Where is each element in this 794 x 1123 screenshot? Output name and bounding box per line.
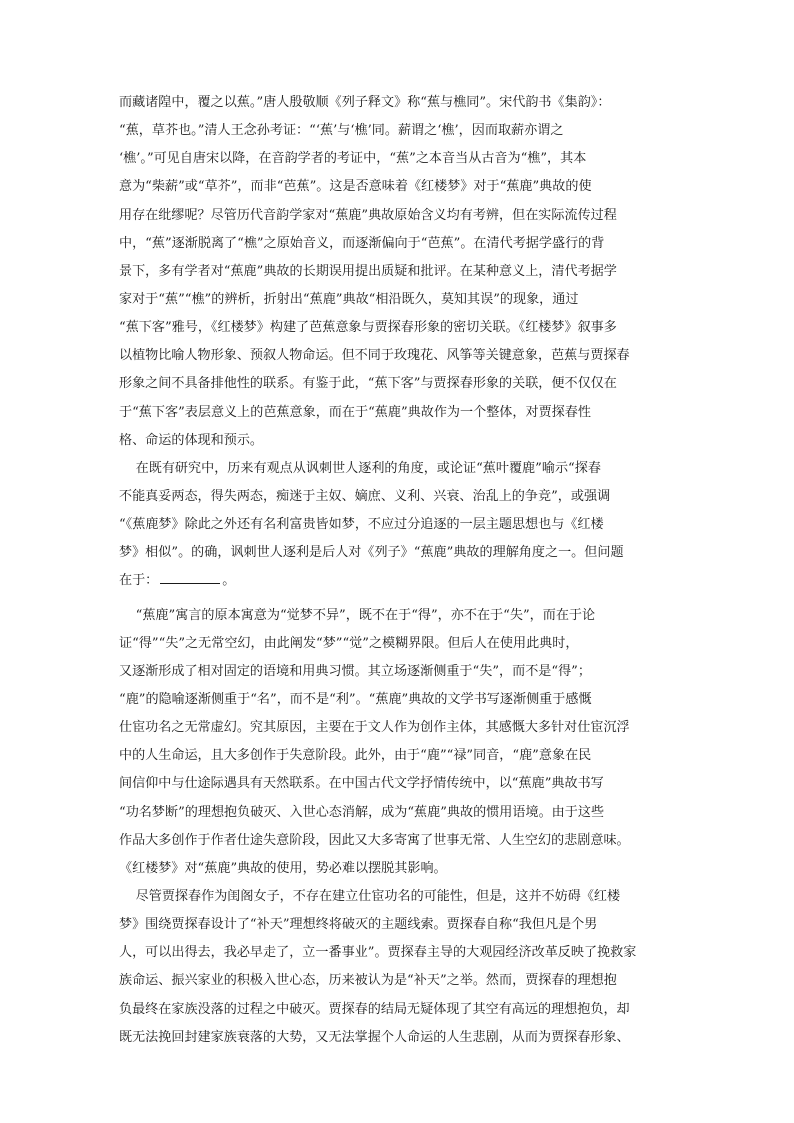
text-line: 中，“蕉”逐渐脱离了“樵”之原始音义，而逐渐偏向于“芭蕉”。在清代考据学盛行的背 [119, 235, 605, 251]
text-line: 仕宦功名之无常虚幻。究其原因，主要在于文人作为创作主体，其感慨大多针对仕宦沉浮 [119, 720, 630, 736]
text-line: 意为“柴薪”或“草芥”，而非“芭蕉”。这是否意味着《红楼梦》对于“蕉鹿”典故的使 [119, 179, 592, 195]
text-line: 证“得”“失”之无常空幻，由此阐发“梦”“觉”之模糊界限。但后人在使用此典时， [119, 635, 579, 651]
text-line: 而藏诸隍中，覆之以蕉。”唐人殷敬顺《列子释文》称“蕉与樵同”。宋代韵书《集韵》： [119, 95, 611, 110]
text-line: “蕉下客”雅号，《红楼梦》构建了芭蕉意象与贾探春形象的密切关联。《红楼梦》叙事多 [119, 320, 617, 336]
text-line: “功名梦断”的理想抱负破灭、入世心态消解，成为“蕉鹿”典故的惯用语境。由于这些 [119, 804, 605, 820]
paragraph-1 [119, 89, 679, 455]
text-line: “《蕉鹿梦》除此之外还有名利富贵皆如梦，不应过分追逐的一层主题思想也与《红楼 [119, 517, 604, 533]
text-line: ‘樵’。”可见自唐宋以降，在音韵学者的考证中，“蕉”之本音当从古音为“樵”，其本 [119, 151, 587, 167]
text-line: 负最终在家族没落的过程之中破灭。贾探春的结局无疑体现了其空有高远的理想抱负，却 [119, 1001, 630, 1017]
text-line: 间信仰中与仕途际遇具有天然联系。在中国古代文学抒情传统中，以“蕉鹿”典故书写 [119, 776, 604, 792]
text-line: 于“蕉下客”表层意义上的芭蕉意象，而在于“蕉鹿”典故作为一个整体，对贾探春性 [119, 404, 591, 420]
text-line: 梦》围绕贾探春设计了“补天”理想终将破灭的主题线索。贾探春自称“我但凡是个男 [119, 917, 598, 933]
text-line: “蕉鹿”寓言的原本寓意为“觉梦不异”，既不在于“得”，亦不在于“失”，而在于论 [119, 607, 596, 623]
blank-prefix: 在于： [119, 573, 159, 589]
blank-suffix: 。 [222, 573, 236, 589]
paragraph-3 [119, 602, 679, 883]
text-line: 尽管贾探春作为闺阁女子，不存在建立仕宦功名的可能性，但是，这并不妨碍《红楼 [119, 888, 621, 904]
text-line: 作品大多创作于作者仕途失意阶段，因此又大多寄寓了世事无常、人生空幻的悲剧意味。 [119, 832, 630, 848]
text-line: 《红楼梦》对“蕉鹿”典故的使用，势必难以摆脱其影响。 [119, 860, 447, 876]
article-body [119, 89, 679, 1052]
text-line: 景下，多有学者对“蕉鹿”典故的长期误用提出质疑和批评。在某种意义上，清代考据学 [119, 263, 617, 279]
text-line: 族命运、振兴家业的积极入世心态，历来被认为是“补天”之举。然而，贾探春的理想抱 [119, 973, 617, 989]
text-line: 又逐渐形成了相对固定的语境和用典习惯。其立场逐渐侧重于“失”，而不是“得”； [119, 663, 591, 679]
text-line: 人，可以出得去，我必早走了，立一番事业”。贾探春主导的大观园经济改革反映了挽救家 [119, 945, 637, 961]
answer-blank[interactable] [160, 569, 220, 584]
fill-in-blank-line [119, 567, 679, 595]
text-line: “蕉，草芥也。”清人王念孙考证：“‘蕉’与‘樵’同。薪谓之‘樵’，因而取薪亦谓之 [119, 123, 564, 139]
text-line: “鹿”的隐喻逐渐侧重于“名”，而不是“利”。“蕉鹿”典故的文学书写逐渐侧重于感慨 [119, 691, 592, 707]
text-line: 格、命运的体现和预示。 [119, 432, 264, 448]
text-line: 以植物比喻人物形象、预叙人物命运。但不同于玫瑰花、风筝等关键意象，芭蕉与贾探春 [119, 348, 630, 364]
paragraph-4 [119, 883, 679, 1052]
text-line: 不能真妥两态，得失两态，痴迷于主奴、嫡庶、义利、兴衰、治乱上的争竞”，或强调 [119, 488, 611, 504]
text-line: 梦》相似”。的确，讽刺世人逐利是后人对《列子》“蕉鹿”典故的理解角度之一。但问题 [119, 545, 624, 561]
text-line: 中的人生命运，且大多创作于失意阶段。此外，由于“鹿”“禄”同音，“鹿”意象在民 [119, 748, 592, 764]
text-line: 形象之间不具备排他性的联系。有鉴于此，“蕉下客”与贾探春形象的关联，便不仅仅在 [119, 376, 617, 392]
text-line: 用存在纰缪呢？尽管历代音韵学家对“蕉鹿”典故原始含义均有考辨，但在实际流传过程 [119, 207, 617, 223]
paragraph-2 [119, 455, 679, 596]
text-line: 既无法挽回封建家族衰落的大势，又无法掌握个人命运的人生悲剧，从而为贾探春形象、 [119, 1029, 630, 1045]
text-line: 在既有研究中，历来有观点从讽刺世人逐利的角度，或论证“蕉叶覆鹿”喻示“探春 [119, 460, 601, 476]
text-line: 家对于“蕉”“樵”的辨析，折射出“蕉鹿”典故“相沿既久，莫知其误”的现象，通过 [119, 291, 579, 307]
